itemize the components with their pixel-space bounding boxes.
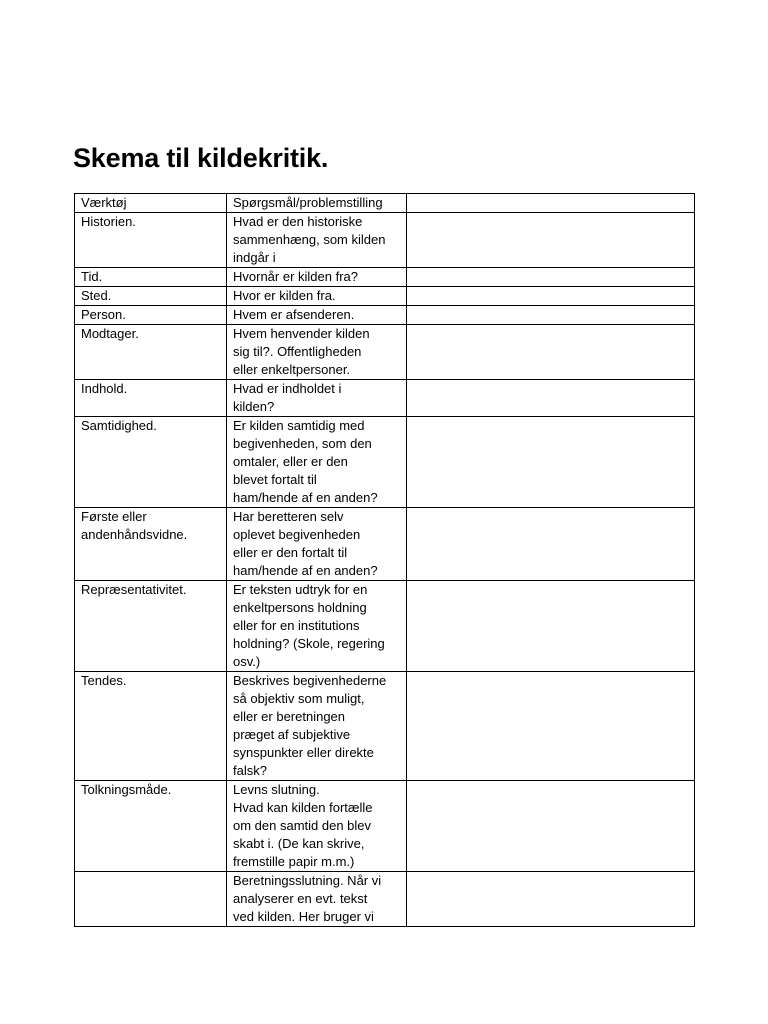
question-cell [227, 417, 407, 508]
answer-cell[interactable] [407, 417, 695, 508]
answer-cell[interactable] [407, 672, 695, 781]
question-cell [227, 325, 407, 380]
question-cell-line: kilden? [233, 399, 275, 414]
question-cell-line: Har beretteren selv [233, 509, 344, 524]
table-row [75, 581, 695, 672]
answer-cell[interactable] [407, 380, 695, 417]
question-cell-line: synspunkter eller direkte [233, 745, 374, 760]
question-cell-line: præget af subjektive [233, 727, 351, 742]
table-row [75, 287, 695, 306]
tool-cell-line: Modtager. [81, 326, 139, 341]
page-title: Skema til kildekritik. [73, 143, 329, 173]
question-cell-line: Hvem henvender kilden [233, 326, 370, 341]
table-row [75, 672, 695, 781]
tool-cell-line: Repræsentativitet. [81, 582, 187, 597]
question-cell-line: Hvem er afsenderen. [233, 307, 355, 322]
tool-cell [75, 417, 227, 508]
tool-cell [75, 213, 227, 268]
question-cell-line: indgår i [233, 250, 276, 265]
tool-cell [75, 672, 227, 781]
header-tool: Værktøj [75, 194, 227, 213]
question-cell-line: eller for en institutions [233, 618, 360, 633]
question-cell-line: om den samtid den blev [233, 818, 372, 833]
question-cell-line: eller er den fortalt til [233, 545, 348, 560]
tool-cell [75, 380, 227, 417]
tool-cell-line: Første eller [81, 509, 147, 524]
tool-cell [75, 306, 227, 325]
question-cell-line: Er teksten udtryk for en [233, 582, 368, 597]
question-cell-line: Hvad er den historiske [233, 214, 363, 229]
tool-cell-line: Historien. [81, 214, 136, 229]
question-cell-line: Hvornår er kilden fra? [233, 269, 358, 284]
question-cell-line: enkeltpersons holdning [233, 600, 367, 615]
tool-cell [75, 508, 227, 581]
table-row [75, 417, 695, 508]
question-cell-line: eller enkeltpersoner. [233, 362, 351, 377]
question-cell [227, 872, 407, 927]
header-question: Spørgsmål/problemstilling [227, 194, 407, 213]
answer-cell[interactable] [407, 213, 695, 268]
answer-cell[interactable] [407, 872, 695, 927]
table-row [75, 508, 695, 581]
table-row [75, 325, 695, 380]
table-row [75, 781, 695, 872]
tool-cell-line: Sted. [81, 288, 112, 303]
tool-cell-line: Samtidighed. [81, 418, 157, 433]
question-cell-line: ved kilden. Her bruger vi [233, 909, 374, 924]
question-cell-line: Levns slutning. [233, 782, 320, 797]
question-cell [227, 508, 407, 581]
question-cell [227, 581, 407, 672]
question-cell-line: fremstille papir m.m.) [233, 854, 355, 869]
question-cell-line: holdning? (Skole, regering [233, 636, 385, 651]
table-row [75, 380, 695, 417]
question-cell-line: sammenhæng, som kilden [233, 232, 386, 247]
tool-cell-line: Tendes. [81, 673, 127, 688]
question-cell [227, 287, 407, 306]
tool-cell-line: Tid. [81, 269, 103, 284]
question-cell-line: osv.) [233, 654, 261, 669]
question-cell-line: ham/hende af en anden? [233, 563, 378, 578]
question-cell-line: oplevet begivenheden [233, 527, 361, 542]
answer-cell[interactable] [407, 508, 695, 581]
question-cell [227, 213, 407, 268]
question-cell-line: eller er beretningen [233, 709, 346, 724]
question-cell [227, 672, 407, 781]
question-cell-line: blevet fortalt til [233, 472, 317, 487]
table-row [75, 268, 695, 287]
table-row [75, 306, 695, 325]
table-row [75, 872, 695, 927]
question-cell-line: ham/hende af en anden? [233, 490, 378, 505]
question-cell-line: sig til?. Offentligheden [233, 344, 362, 359]
question-cell [227, 268, 407, 287]
answer-cell[interactable] [407, 781, 695, 872]
tool-cell-line: Tolkningsmåde. [81, 782, 172, 797]
answer-cell[interactable] [407, 287, 695, 306]
answer-cell[interactable] [407, 268, 695, 287]
question-cell [227, 781, 407, 872]
question-cell-line: Beretningsslutning. Når vi [233, 873, 382, 888]
header-answer [407, 194, 695, 213]
tool-cell [75, 268, 227, 287]
question-cell [227, 306, 407, 325]
question-cell-line: omtaler, eller er den [233, 454, 348, 469]
question-cell-line: falsk? [233, 763, 267, 778]
question-cell-line: skabt i. (De kan skrive, [233, 836, 365, 851]
table-header-row [75, 194, 695, 213]
tool-cell-line: Person. [81, 307, 126, 322]
question-cell-line: Er kilden samtidig med [233, 418, 365, 433]
tool-cell [75, 325, 227, 380]
tool-cell-line: andenhåndsvidne. [81, 527, 188, 542]
table-row [75, 213, 695, 268]
question-cell-line: så objektiv som muligt, [233, 691, 365, 706]
question-cell-line: Beskrives begivenhederne [233, 673, 387, 688]
tool-cell [75, 781, 227, 872]
answer-cell[interactable] [407, 306, 695, 325]
question-cell-line: analyserer en evt. tekst [233, 891, 368, 906]
question-cell-line: Hvor er kilden fra. [233, 288, 336, 303]
source-criticism-table [74, 193, 695, 927]
tool-cell [75, 581, 227, 672]
tool-cell [75, 872, 227, 927]
question-cell [227, 380, 407, 417]
question-cell-line: begivenheden, som den [233, 436, 372, 451]
question-cell-line: Hvad kan kilden fortælle [233, 800, 373, 815]
answer-cell[interactable] [407, 581, 695, 672]
tool-cell-line: Indhold. [81, 381, 128, 396]
answer-cell[interactable] [407, 325, 695, 380]
question-cell-line: Hvad er indholdet i [233, 381, 342, 396]
tool-cell [75, 287, 227, 306]
